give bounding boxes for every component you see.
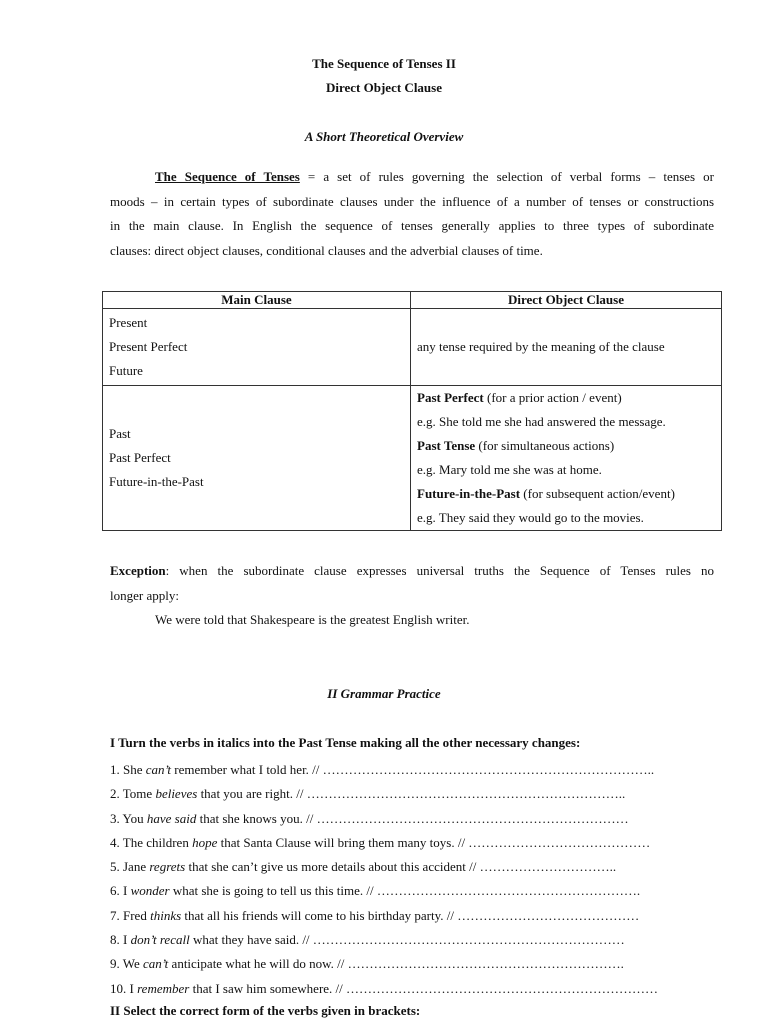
task2-title: II Select the correct form of the verbs given in brackets:	[110, 1003, 421, 1018]
exception-line-1: Exception: when the subordinate clause expresses universal truths the Sequence of Tenses rules no	[110, 563, 714, 578]
exception-label: Exception	[110, 563, 166, 578]
main-clause-cell	[103, 309, 411, 386]
exercise-list	[110, 758, 720, 1001]
definition-paragraph	[110, 165, 714, 263]
list-item: 1. She can’t remember what I told her. // …………………………………………………………………..	[110, 762, 655, 777]
verb-to-change: can’t	[143, 956, 169, 972]
any-tense-note: any tense required by the meaning of the clause	[417, 339, 665, 354]
object-clause-cell	[411, 309, 722, 386]
exception-example: We were told that Shakespeare is the greatest English writer.	[155, 612, 470, 627]
definition-line-3: in the main clause. In English the sequence of tenses generally applies to three types of subordinate	[110, 218, 714, 233]
rule-future-in-the-past: Future-in-the-Past (for subsequent action/event)	[417, 486, 675, 501]
list-item: 7. Fred thinks that all his friends will come to his birthday party. // ……………………………………	[110, 907, 640, 923]
list-item: 5. Jane regrets that she can’t give us more details about this accident // …………………………..	[110, 859, 617, 875]
tense-present: Present	[109, 315, 148, 330]
list-item: 2. Tome believes that you are right. // ………………………………………………………………..	[110, 786, 626, 802]
table-header-row	[103, 292, 722, 309]
verb-to-change: regrets	[149, 859, 186, 875]
verb-to-change: don’t recall	[130, 932, 190, 948]
example-future-in-the-past: e.g. They said they would go to the movies.	[417, 510, 644, 525]
verb-to-change: hope	[192, 834, 218, 850]
definition-line-4: clauses: direct object clauses, conditional clauses and the adverbial clauses of time.	[110, 242, 543, 258]
tense-future-in-the-past: Future-in-the-Past	[109, 474, 204, 489]
list-item: 6. I wonder what she is going to tell us this time. // …………………………………………………….	[110, 883, 641, 899]
tense-present-perfect: Present Perfect	[109, 339, 188, 354]
list-item: 4. The children hope that Santa Clause will bring them many toys. // ……………………………………	[110, 834, 651, 850]
rule-past-perfect: Past Perfect (for a prior action / event)	[417, 390, 622, 405]
verb-to-change: can’t	[145, 762, 172, 777]
example-past-perfect: e.g. She told me she had answered the message.	[417, 414, 666, 429]
definition-term: The Sequence of Tenses	[155, 169, 300, 184]
main-clause-cell	[103, 386, 411, 531]
table-row	[103, 386, 722, 531]
list-item: 3. You have said that she knows you. // ………………………………………………………………	[110, 810, 629, 826]
header-main-clause: Main Clause	[103, 292, 411, 309]
tense-past: Past	[109, 426, 131, 441]
list-item: 9. We can’t anticipate what he will do now. // ……………………………………………………….	[110, 956, 624, 972]
list-item: 8. I don’t recall what they have said. // ………………………………………………………………	[110, 932, 625, 948]
practice-heading: II Grammar Practice	[327, 686, 441, 701]
document-subtitle: Direct Object Clause	[325, 80, 442, 95]
verb-to-change: thinks	[150, 907, 182, 923]
verb-to-change: have said	[146, 810, 197, 826]
definition-line-2: moods – in certain types of subordinate clauses under the influence of a number of tenses or constructions	[110, 193, 714, 209]
verb-to-change: wonder	[130, 883, 170, 899]
document-title: The Sequence of Tenses II	[312, 56, 456, 71]
verb-to-change: remember	[137, 980, 190, 996]
rule-past-tense: Past Tense (for simultaneous actions)	[417, 438, 615, 453]
exception-paragraph	[110, 559, 714, 633]
tense-table	[102, 291, 722, 531]
object-clause-cell	[411, 386, 722, 531]
header-direct-object-clause: Direct Object Clause	[411, 292, 722, 309]
table-row	[103, 309, 722, 386]
verb-to-change: believes	[155, 786, 198, 802]
tense-future: Future	[109, 363, 143, 378]
example-past-tense: e.g. Mary told me she was at home.	[417, 462, 602, 477]
overview-heading: A Short Theoretical Overview	[304, 129, 464, 144]
task1-title: I Turn the verbs in italics into the Past Tense making all the other necessary changes:	[110, 735, 581, 750]
tense-past-perfect: Past Perfect	[109, 450, 171, 465]
list-item: 10. I remember that I saw him somewhere. // ………………………………………………………………	[110, 980, 659, 996]
definition-line-1: The Sequence of Tenses = a set of rules governing the selection of verbal forms – tenses or	[155, 169, 714, 184]
exception-line-2: longer apply:	[110, 587, 179, 603]
